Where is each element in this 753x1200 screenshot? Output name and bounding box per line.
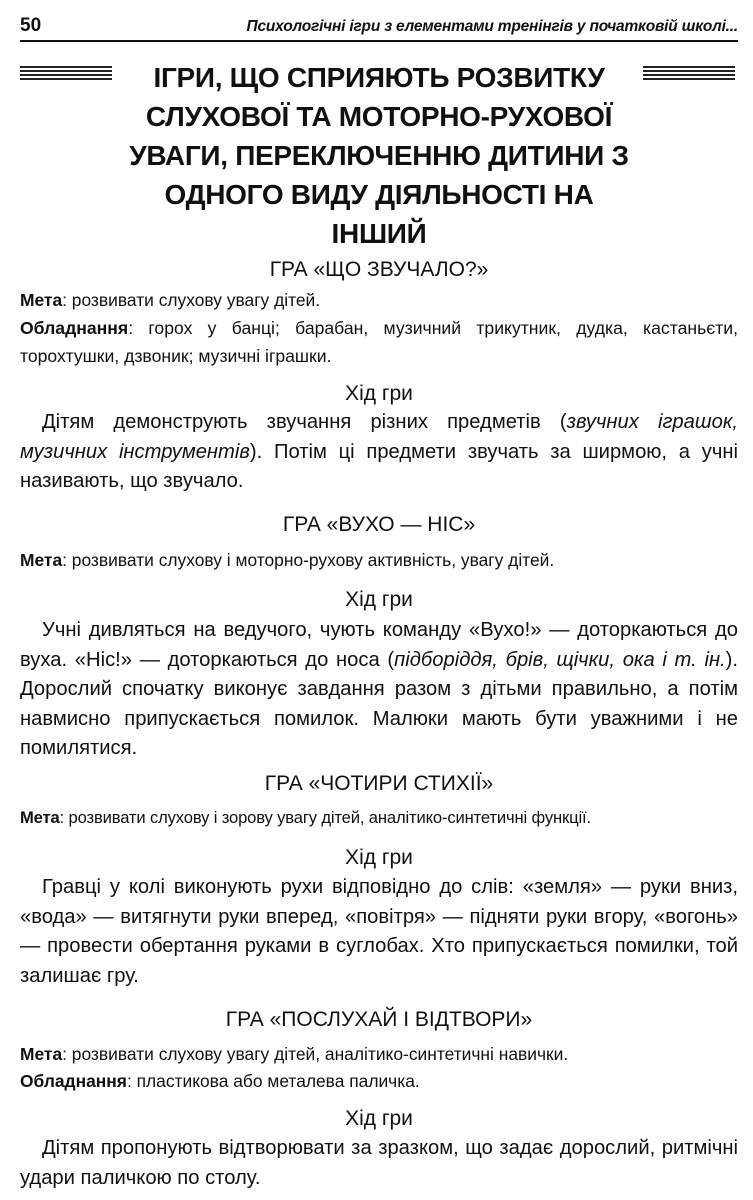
goal-line — [20, 286, 742, 314]
equipment-line — [20, 314, 738, 370]
description-italic: звучних іграшок, музичних інструментів — [20, 411, 738, 463]
description-text: Гравці у колі виконують рухи відповідно до слів: «земля» — руки вниз, «вода» — витягнути руки вперед, «повітря» — підняти руки вгору, «вогонь» — провести обертання руками в суглобах. Хто припускається помилки, той залишає гру. — [20, 876, 738, 987]
description-text: Учні дивляться на ведучого, чують команду «Вухо!» — доторкаються до вуха. «Ніс!» — доторкаються до носа ( — [20, 619, 738, 671]
course-heading: Хід гри — [345, 382, 413, 405]
goal-line — [20, 546, 742, 574]
section-heading: ІГРИ, ЩО СПРИЯЮТЬ РОЗВИТКУ СЛУХОВОЇ ТА МОТОРНО-РУХОВОЇ УВАГИ, ПЕРЕКЛЮЧЕННЮ ДИТИНИ З ОДНОГО ВИДУ ДІЯЛЬНОСТІ НА ІНШИЙ — [129, 62, 629, 249]
course-heading: Хід гри — [345, 1107, 413, 1130]
goal-text: : розвивати слухову увагу дітей, аналітико-синтетичні навички. — [62, 1044, 569, 1064]
course-heading: Хід гри — [345, 588, 413, 611]
description-text: Дітям демонструють звучання різних предметів ( — [42, 411, 567, 433]
game-description — [20, 1134, 738, 1193]
equipment-text: : пластикова або металева паличка. — [126, 1071, 420, 1091]
game-title: ГРА «ЧОТИРИ СТИХІЇ» — [264, 772, 494, 795]
goal-text: : розвивати слухову увагу дітей. — [62, 290, 321, 310]
goal-label: Мета — [20, 1044, 63, 1064]
running-header — [20, 14, 738, 42]
page-number: 50 — [20, 15, 42, 36]
description-text: ). Потім ці предмети звучать за ширмою, а учні називають, що звучало. — [20, 440, 738, 492]
goal-text: : розвивати слухову і зорову увагу дітей, аналітико-синтетичні функції. — [59, 808, 591, 827]
equipment-label: Обладнання — [20, 318, 129, 338]
game-title: ГРА «ПОСЛУХАЙ І ВІДТВОРИ» — [225, 1008, 533, 1031]
game-title: ГРА «ЩО ЗВУЧАЛО?» — [269, 258, 489, 281]
equipment-label: Обладнання — [20, 1071, 127, 1091]
game-description — [20, 873, 738, 991]
description-text: ). Дорослий спочатку виконує завдання разом з дітьми правильно, а потім навмисно припускається помилок. Малюки мають бути уважними і не помилятися. — [20, 648, 739, 759]
equipment-line — [20, 1067, 742, 1095]
equipment-text: : горох у банці; барабан, музичний трикутник, дудка, кастаньєти, торохтушки, дзвоник; музичні іграшки. — [20, 318, 738, 366]
goal-label: Мета — [20, 290, 63, 310]
description-italic: підборіддя, брів, щічки, ока і т. ін. — [394, 648, 726, 671]
book-title: Психологічні ігри з елементами тренінгів у початковій школі... — [246, 18, 738, 35]
course-heading: Хід гри — [345, 846, 413, 869]
goal-label: Мета — [20, 550, 63, 570]
game-title: ГРА «ВУХО — НІС» — [282, 513, 476, 536]
description-text: Дітям пропонують відтворювати за зразком, що задає дорослий, ритмічні удари паличкою по столу. — [20, 1137, 738, 1189]
goal-line — [20, 804, 742, 832]
goal-line — [20, 1040, 742, 1068]
game-description — [20, 616, 738, 764]
goal-label: Мета — [20, 808, 60, 827]
goal-text: : розвивати слухову і моторно-рухову активність, увагу дітей. — [62, 550, 555, 570]
game-description — [20, 408, 738, 497]
